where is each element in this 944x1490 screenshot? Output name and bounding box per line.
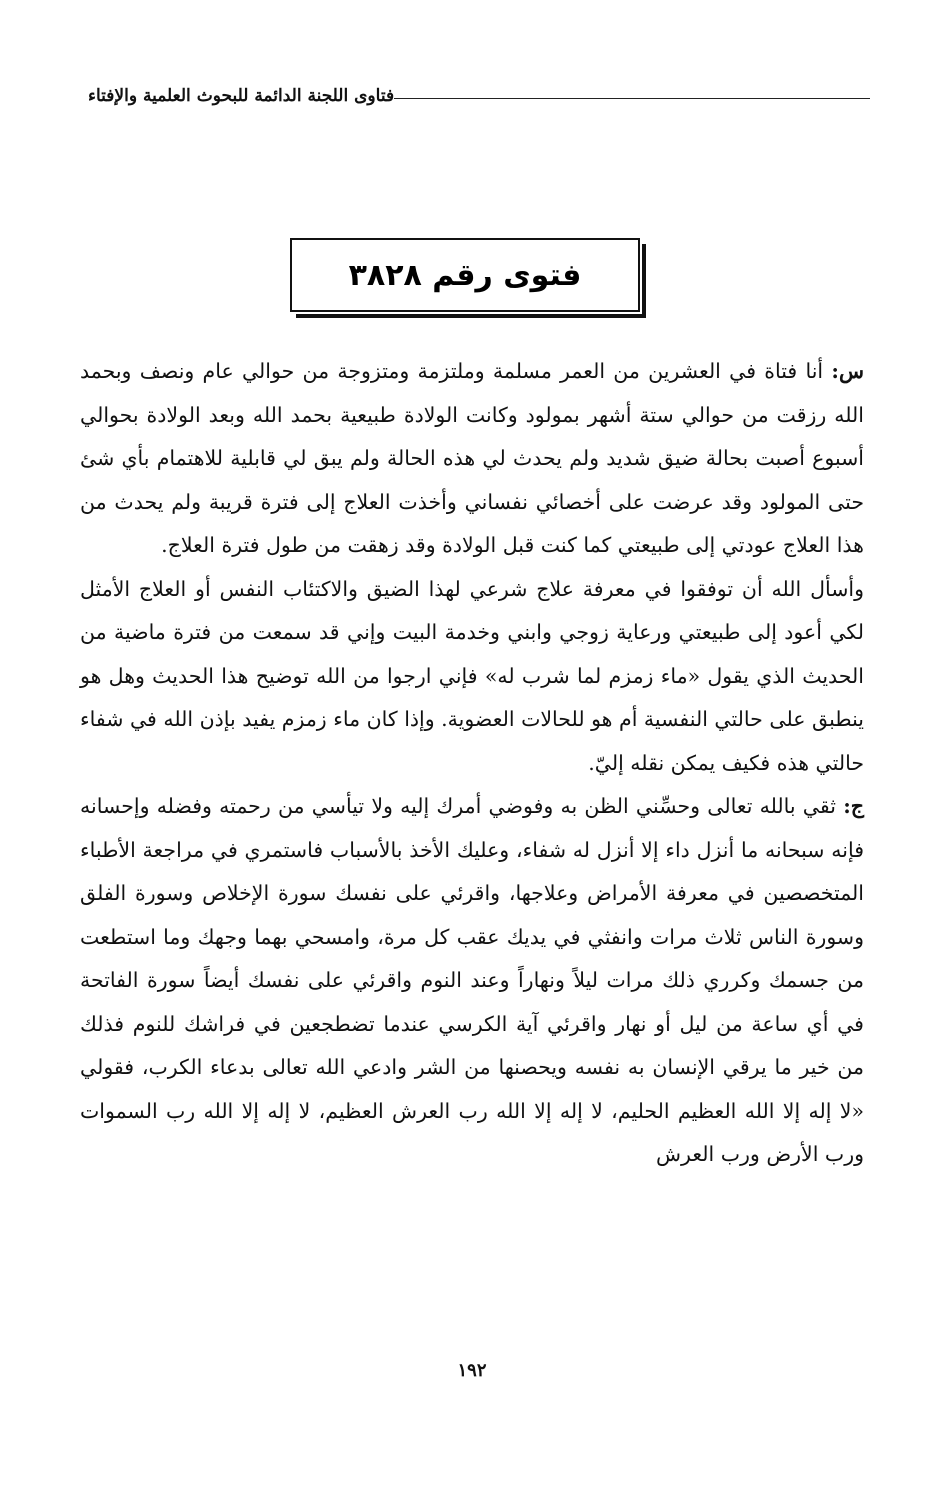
question-marker: س: xyxy=(831,359,864,383)
question-paragraph-1 xyxy=(80,350,864,568)
running-header xyxy=(84,86,870,106)
answer-marker: ج: xyxy=(843,794,864,818)
page-number: ١٩٢ xyxy=(457,1360,487,1381)
question-text-1: أنا فتاة في العشرين من العمر مسلمة وملتزمة ومتزوجة من حوالي عام ونصف وبحمد الله رزقت من حوالي ستة أشهر بمولود وكانت الولادة طبيعية بحمد الله وبعد الولادة بحوالي أسبوع أصبت بحالة ضيق شديد ولم يحدث لي هذه الحالة ولم يبق لي قابلية للاهتمام بأي شئ حتى المولود وقد عرضت على أخصائي نفساني وأخذت العلاج إلى فترة قريبة ولم يحدث من هذا العلاج عودتي إلى طبيعتي كما كنت قبل الولادة وقد زهقت من طول فترة العلاج. xyxy=(80,359,864,557)
fatwa-title-box xyxy=(290,238,640,312)
answer-text: ثقي بالله تعالى وحسِّني الظن به وفوضي أمرك إليه ولا تيأسي من رحمته وفضله وإحسانه فإنه سبحانه ما أنزل داء إلا أنزل له شفاء، وعليك الأخذ بالأسباب فاستمري في مراجعة الأطباء المتخصصين في معرفة الأمراض وعلاجها، واقرئي على نفسك سورة الإخلاص وسورة الفلق وسورة الناس ثلاث مرات وانفثي في يديك عقب كل مرة، وامسحي بهما وجهك وما استطعت من جسمك وكرري ذلك مرات ليلاً ونهاراً وعند النوم واقرئي على نفسك أيضاً سورة الفاتحة في أي ساعة من ليل أو نهار واقرئي آية الكرسي عندما تضطجعين في فراشك للنوم فذلك من خير ما يرقي الإنسان به نفسه ويحصنها من الشر وادعي الله تعالى بدعاء الكرب، فقولي «لا إله إلا الله العظيم الحليم، لا إله إلا الله رب العرش العظيم، لا إله إلا الله رب السموات ورب الأرض ورب العرش xyxy=(80,794,864,1166)
question-text-2: وأسأل الله أن توفقوا في معرفة علاج شرعي لهذا الضيق والاكتئاب النفس أو العلاج الأمثل لكي أعود إلى طبيعتي ورعاية زوجي وابني وخدمة البيت وإني قد سمعت من فترة ماضية من الحديث الذي يقول «ماء زمزم لما شرب له» فإني ارجوا من الله توضيح هذا الحديث وهل هو ينطبق على حالتي النفسية أم هو للحالات العضوية. وإذا كان ماء زمزم يفيد بإذن الله في شفاء حالتي هذه فكيف يمكن نقله إليّ. xyxy=(80,576,864,775)
running-header-title: فتاوى اللجنة الدائمة للبحوث العلمية والإفتاء xyxy=(88,86,395,106)
fatwa-title: فتوى رقم ٣٨٢٨ xyxy=(348,257,582,293)
answer-paragraph xyxy=(80,785,864,1177)
question-paragraph-2 xyxy=(80,568,864,786)
fatwa-body xyxy=(80,350,864,1177)
header-rule xyxy=(394,98,870,99)
